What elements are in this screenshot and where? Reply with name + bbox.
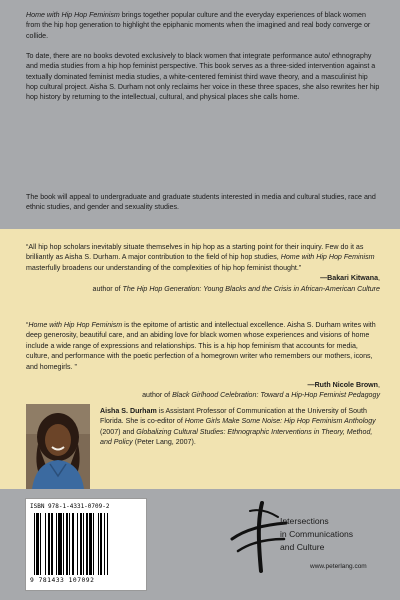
endorsement-text: is the epitome of artistic and intellectual excellence. Aisha S. Durham writes with deep generosity, beautiful care, and an abiding love for black women whose experiences and visions of home include a wide range of expressions and relationships. This is a hip hop feminism that accounts for media, culture, and performance with the poetic perfection of a homegrown writer who remembers our mothers, icons, and homegirls. ”: [26, 321, 376, 371]
barcode-stripe: [86, 513, 88, 575]
barcode-stripe: [51, 513, 53, 575]
publisher-website[interactable]: www.peterlang.com: [310, 563, 367, 570]
barcode-stripe: [77, 513, 78, 575]
isbn-label: ISBN 978-1-4331-0709-2: [30, 503, 110, 510]
endorsement-kitwana: [26, 242, 380, 294]
barcode-stripe: [45, 513, 46, 575]
barcode-stripe: [66, 513, 67, 575]
endorser-name: —Ruth Nicole Brown,: [307, 381, 380, 390]
barcode-stripe: [98, 513, 99, 575]
book-title: Home with Hip Hop Feminism: [280, 253, 375, 262]
barcode-stripe: [56, 513, 57, 575]
blurb-text: brings together popular culture and the everyday experiences of black women from the hip hop generation to highlight the epiphanic moments when the imagined and real body converge or collide.: [26, 11, 371, 40]
endorsement-text: masterfully broadens our understanding of the complexities of hip hop feminist thought.”: [26, 263, 302, 272]
endorsement-brown: “Home with Hip Hop Feminism is the epitome of artistic and intellectual excellence. Aisha S. Durham writes with deep generosity, beautiful care, and an abiding love for black women whose experiences and visions of home include a wide range of expressions and relationships. This is a hip hop feminism that accounts for media, culture, and performance with the poetic perfection of a homegrown writer who remembers our mothers, icons, and homegirls. ” —Ruth Nicole Brown, author of Black Girlhood Celebration: Toward a Hip-Hop Feminist Pedagogy: [26, 321, 380, 400]
barcode-stripe: [104, 513, 105, 575]
endorsement-text: “All hip hop scholars inevitably situate themselves in hip hop as a starting point for their inquiry. Few do it as brilliantly as Aisha S. Durham. A major contribution to the field of hip hop studies,: [26, 243, 364, 262]
book-title: Home with Hip Hop Feminism: [28, 321, 123, 329]
barcode-stripe: [48, 513, 49, 575]
barcode-stripe: [100, 513, 102, 575]
barcode-stripe: [58, 513, 62, 575]
blurb-paragraph-1: [26, 10, 380, 41]
series-title: Intersections in Communications and Culture: [280, 516, 354, 552]
endorser-name: —Bakari Kitwana,: [320, 274, 380, 283]
barcode-stripe: [69, 513, 70, 575]
book-title: Home with Hip Hop Feminism: [26, 11, 120, 19]
blurb-paragraph-3: The book will appeal to undergraduate and graduate students interested in media and cultural studies, race and ethnic studies, and gender and sexuality studies.: [26, 193, 376, 212]
barcode-number: 9 781433 107092: [30, 577, 95, 584]
author-name: Aisha S. Durham: [100, 407, 157, 415]
barcode-stripe: [93, 513, 94, 575]
barcode-stripe: [63, 513, 64, 575]
blurb-paragraph-2: To date, there are no books devoted exclusively to black women that integrate performance auto/ ethnography and media studies from a hip hop feminist perspective. This book serves as a three-sided intervention against a textually dominated feminist media studies, a white-centered feminist third wave theory, and a masculinist hip hop cultural project. Aisha S. Durham not only reclaims her voice in these three spaces, she also rewrites her hip hop history by returning to the intellectual, cultural, and physical places she calls home.: [26, 52, 380, 102]
isbn-barcode: [25, 498, 147, 591]
barcode-stripe: [80, 513, 82, 575]
author-photo: [26, 404, 90, 489]
barcode-stripe: [107, 513, 108, 575]
endorser-credit: author of The Hip Hop Generation: Young Blacks and the Crisis in African-American Culture: [92, 284, 380, 293]
author-bio: Aisha S. Durham is Assistant Professor of Communication at the University of South Florida. She is co-editor of Home Girls Make Some Noise: Hip Hop Feminism Anthology (2007) and Globalizing Cultural Studies: Ethnographic Interventions in Theory, Method, and Policy (Peter Lang, 2007).: [100, 407, 376, 446]
barcode-stripe: [83, 513, 84, 575]
barcode-stripe: [34, 513, 35, 575]
barcode-stripe: [36, 513, 38, 575]
barcode-bars: [34, 513, 139, 575]
barcode-stripe: [40, 513, 41, 575]
endorser-credit: author of Black Girlhood Celebration: Toward a Hip-Hop Feminist Pedagogy: [142, 391, 380, 400]
barcode-stripe: [72, 513, 73, 575]
barcode-stripe: [89, 513, 91, 575]
